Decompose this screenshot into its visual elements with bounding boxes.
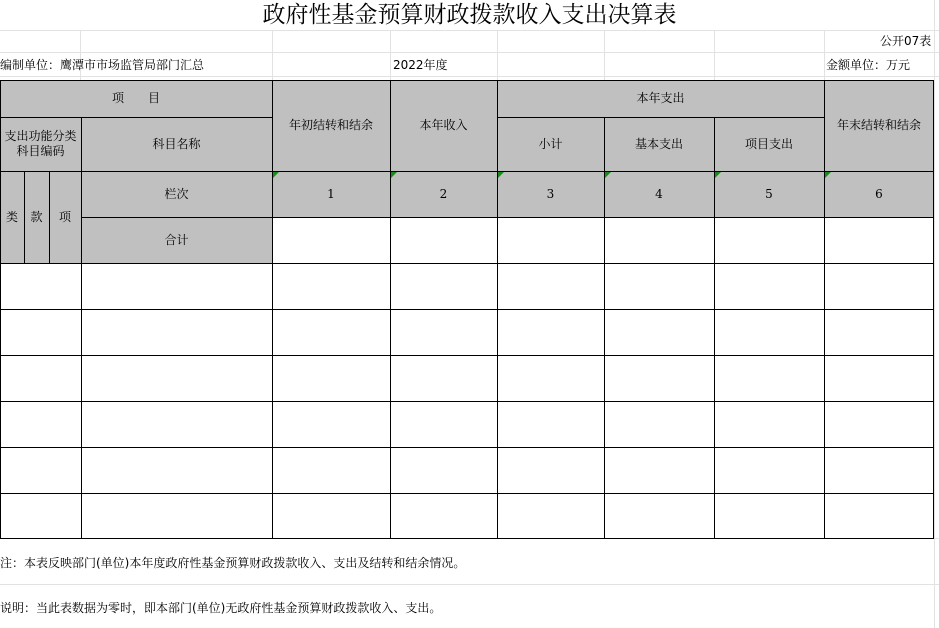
footnote-1: 注：本表反映部门(单位)本年度政府性基金预算财政拨款收入、支出及结转和结余情况。: [0, 556, 466, 570]
footnote-2: 说明：当此表数据为零时，即本部门(单位)无政府性基金预算财政拨款收入、支出。: [0, 601, 442, 615]
col-number-1: 1: [272, 171, 390, 217]
fiscal-year: 2022年度: [393, 58, 448, 72]
col-number-2: 2: [390, 171, 497, 217]
header-lanci: 栏次: [81, 171, 272, 217]
header-xiang: 项: [49, 171, 81, 263]
col-number-4: 4: [604, 171, 714, 217]
header-kuan: 款: [24, 171, 49, 263]
col-number-3: 3: [497, 171, 604, 217]
header-lei: 类: [0, 171, 24, 263]
header-basic-expense: 基本支出: [604, 117, 714, 171]
header-item: 项 目: [0, 80, 272, 117]
amount-unit: 金额单位：万元: [826, 58, 911, 72]
col-number-6: 6: [824, 171, 934, 217]
header-current-expense: 本年支出: [497, 80, 824, 117]
header-func-code: 支出功能分类科目编码: [0, 117, 81, 171]
header-closing-balance: 年末结转和结余: [824, 80, 934, 171]
header-subject-name: 科目名称: [81, 117, 272, 171]
table-code: 公开07表: [880, 34, 932, 48]
header-current-income: 本年收入: [390, 80, 497, 171]
data-area[interactable]: [272, 217, 934, 538]
compiling-unit: 编制单位：鹰潭市市场监管局部门汇总: [0, 58, 205, 72]
report-title: 政府性基金预算财政拨款收入支出决算表: [262, 2, 677, 28]
header-heji: 合计: [81, 217, 272, 263]
col-number-5: 5: [714, 171, 824, 217]
header-project-expense: 项目支出: [714, 117, 824, 171]
header-opening-balance: 年初结转和结余: [272, 80, 390, 171]
header-subtotal: 小计: [497, 117, 604, 171]
